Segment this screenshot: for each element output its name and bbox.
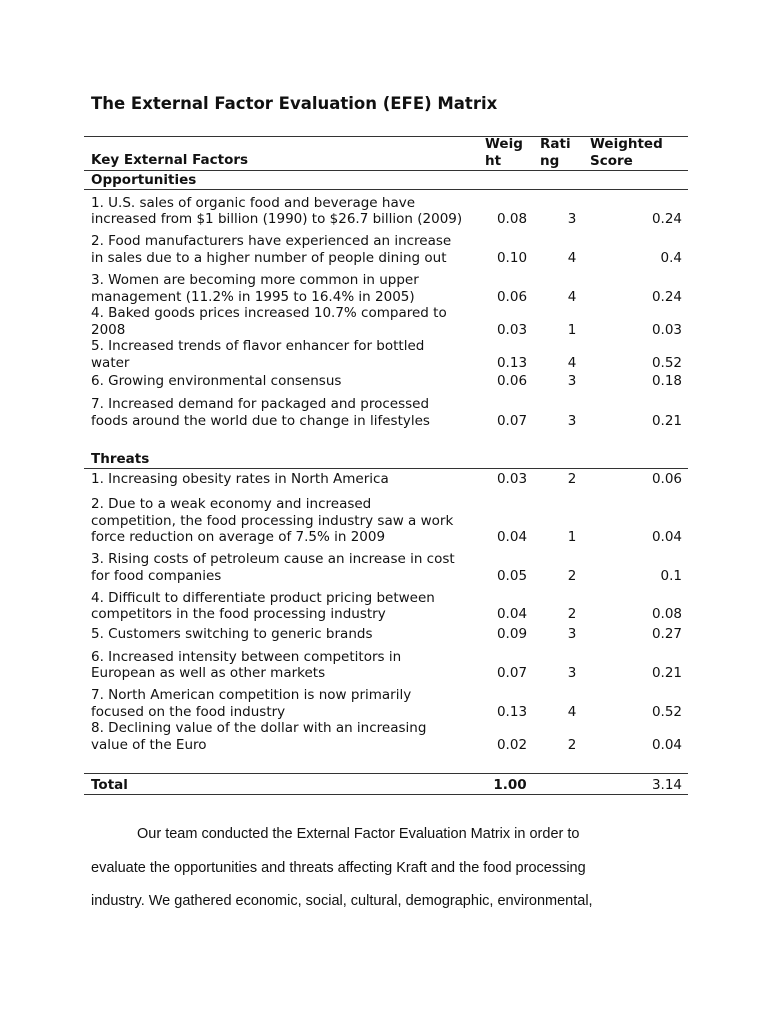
threat-row-4-line2: competitors in the food processing industry <box>91 606 386 622</box>
opportunity-row-1-weight: 0.08 <box>496 211 528 227</box>
opportunity-row-5-line1: 5. Increased trends of flavor enhancer for bottled <box>91 338 425 354</box>
threat-row-5-line1: 5. Customers switching to generic brands <box>91 626 373 642</box>
opportunity-row-4-weight: 0.03 <box>496 322 528 338</box>
opportunity-row-5-score: 0.52 <box>651 355 682 371</box>
threat-row-8-line2: value of the Euro <box>91 737 207 753</box>
threat-row-3-line2: for food companies <box>91 568 222 584</box>
threat-row-5-score: 0.27 <box>651 626 682 642</box>
opportunity-row-4-rating: 1 <box>567 322 577 338</box>
section-threats: Threats <box>91 451 150 467</box>
opportunity-row-3-line2: management (11.2% in 1995 to 16.4% in 2005) <box>91 289 415 305</box>
opportunity-row-3-score: 0.24 <box>651 289 682 305</box>
header-score-line2: Score <box>590 153 633 169</box>
opportunity-row-7-line2: foods around the world due to change in lifestyles <box>91 413 430 429</box>
threat-row-2-line1: 2. Due to a weak economy and increased <box>91 496 372 512</box>
header-rating-line1: Rati <box>540 136 571 152</box>
paragraph-line-1: Our team conducted the External Factor Evaluation Matrix in order to <box>137 826 580 842</box>
opportunity-row-1-rating: 3 <box>567 211 577 227</box>
threat-row-4-rating: 2 <box>567 606 577 622</box>
opportunities-rule <box>84 189 688 190</box>
threat-row-4-line1: 4. Difficult to differentiate product pricing between <box>91 590 435 606</box>
opportunity-row-2-line1: 2. Food manufacturers have experienced an increase <box>91 233 452 249</box>
opportunity-row-6-rating: 3 <box>567 373 577 389</box>
header-weight-line1: Weig <box>485 136 523 152</box>
threat-row-1-weight: 0.03 <box>496 471 528 487</box>
threat-row-7-line2: focused on the food industry <box>91 704 286 720</box>
threat-row-3-weight: 0.05 <box>496 568 528 584</box>
threat-row-6-weight: 0.07 <box>496 665 528 681</box>
opportunity-row-6-line1: 6. Growing environmental consensus <box>91 373 342 389</box>
threat-row-8-line1: 8. Declining value of the dollar with an increasing <box>91 720 427 736</box>
opportunity-row-7-score: 0.21 <box>651 413 682 429</box>
total-top-rule <box>84 773 688 774</box>
total-weight: 1.00 <box>493 777 527 793</box>
threat-row-8-score: 0.04 <box>651 737 682 753</box>
threats-rule <box>84 468 688 469</box>
threat-row-3-line1: 3. Rising costs of petroleum cause an increase in cost <box>91 551 455 567</box>
header-bottom-rule <box>84 170 688 171</box>
threat-row-1-score: 0.06 <box>651 471 682 487</box>
threat-row-5-weight: 0.09 <box>496 626 528 642</box>
header-key-factors: Key External Factors <box>91 152 249 168</box>
threat-row-2-score: 0.04 <box>651 529 682 545</box>
threat-row-7-rating: 4 <box>567 704 577 720</box>
threat-row-1-line1: 1. Increasing obesity rates in North America <box>91 471 389 487</box>
threat-row-3-rating: 2 <box>567 568 577 584</box>
total-bottom-rule <box>84 794 688 795</box>
threat-row-2-line3: force reduction on average of 7.5% in 2009 <box>91 529 386 545</box>
opportunity-row-5-weight: 0.13 <box>496 355 528 371</box>
opportunity-row-2-score: 0.4 <box>660 250 682 266</box>
header-rating-line2: ng <box>540 153 560 169</box>
threat-row-3-score: 0.1 <box>660 568 682 584</box>
opportunity-row-1-line1: 1. U.S. sales of organic food and beverage have <box>91 195 416 211</box>
opportunity-row-7-line1: 7. Increased demand for packaged and processed <box>91 396 430 412</box>
opportunity-row-2-rating: 4 <box>567 250 577 266</box>
threat-row-2-weight: 0.04 <box>496 529 528 545</box>
total-label: Total <box>91 777 128 793</box>
threat-row-6-rating: 3 <box>567 665 577 681</box>
opportunity-row-2-weight: 0.10 <box>496 250 528 266</box>
threat-row-4-score: 0.08 <box>651 606 682 622</box>
threat-row-8-rating: 2 <box>567 737 577 753</box>
threat-row-6-line2: European as well as other markets <box>91 665 326 681</box>
threat-row-8-weight: 0.02 <box>496 737 528 753</box>
threat-row-4-weight: 0.04 <box>496 606 528 622</box>
opportunity-row-4-line1: 4. Baked goods prices increased 10.7% compared to <box>91 305 447 321</box>
threat-row-2-line2: competition, the food processing industry saw a work <box>91 513 454 529</box>
threat-row-7-score: 0.52 <box>651 704 682 720</box>
total-score: 3.14 <box>651 777 682 793</box>
opportunity-row-4-score: 0.03 <box>651 322 682 338</box>
opportunity-row-4-line2: 2008 <box>91 322 126 338</box>
opportunity-row-6-weight: 0.06 <box>496 373 528 389</box>
paragraph-line-2: evaluate the opportunities and threats affecting Kraft and the food processing <box>91 860 586 876</box>
threat-row-6-line1: 6. Increased intensity between competitors in <box>91 649 402 665</box>
opportunity-row-1-score: 0.24 <box>651 211 682 227</box>
threat-row-6-score: 0.21 <box>651 665 682 681</box>
page-title: The External Factor Evaluation (EFE) Matrix <box>91 94 498 113</box>
header-score-line1: Weighted <box>590 136 663 152</box>
header-weight-line2: ht <box>485 153 502 169</box>
threat-row-2-rating: 1 <box>567 529 577 545</box>
opportunity-row-3-weight: 0.06 <box>496 289 528 305</box>
opportunity-row-5-line2: water <box>91 355 130 371</box>
opportunity-row-3-rating: 4 <box>567 289 577 305</box>
threat-row-7-weight: 0.13 <box>496 704 528 720</box>
threat-row-7-line1: 7. North American competition is now primarily <box>91 687 412 703</box>
opportunity-row-6-score: 0.18 <box>651 373 682 389</box>
opportunity-row-2-line2: in sales due to a higher number of people dining out <box>91 250 447 266</box>
threat-row-1-rating: 2 <box>567 471 577 487</box>
opportunity-row-3-line1: 3. Women are becoming more common in upper <box>91 272 419 288</box>
paragraph-line-3: industry. We gathered economic, social, cultural, demographic, environmental, <box>91 893 593 909</box>
opportunity-row-7-weight: 0.07 <box>496 413 528 429</box>
opportunity-row-5-rating: 4 <box>567 355 577 371</box>
opportunity-row-7-rating: 3 <box>567 413 577 429</box>
threat-row-5-rating: 3 <box>567 626 577 642</box>
opportunity-row-1-line2: increased from $1 billion (1990) to $26.7 billion (2009) <box>91 211 463 227</box>
section-opportunities: Opportunities <box>91 172 197 188</box>
